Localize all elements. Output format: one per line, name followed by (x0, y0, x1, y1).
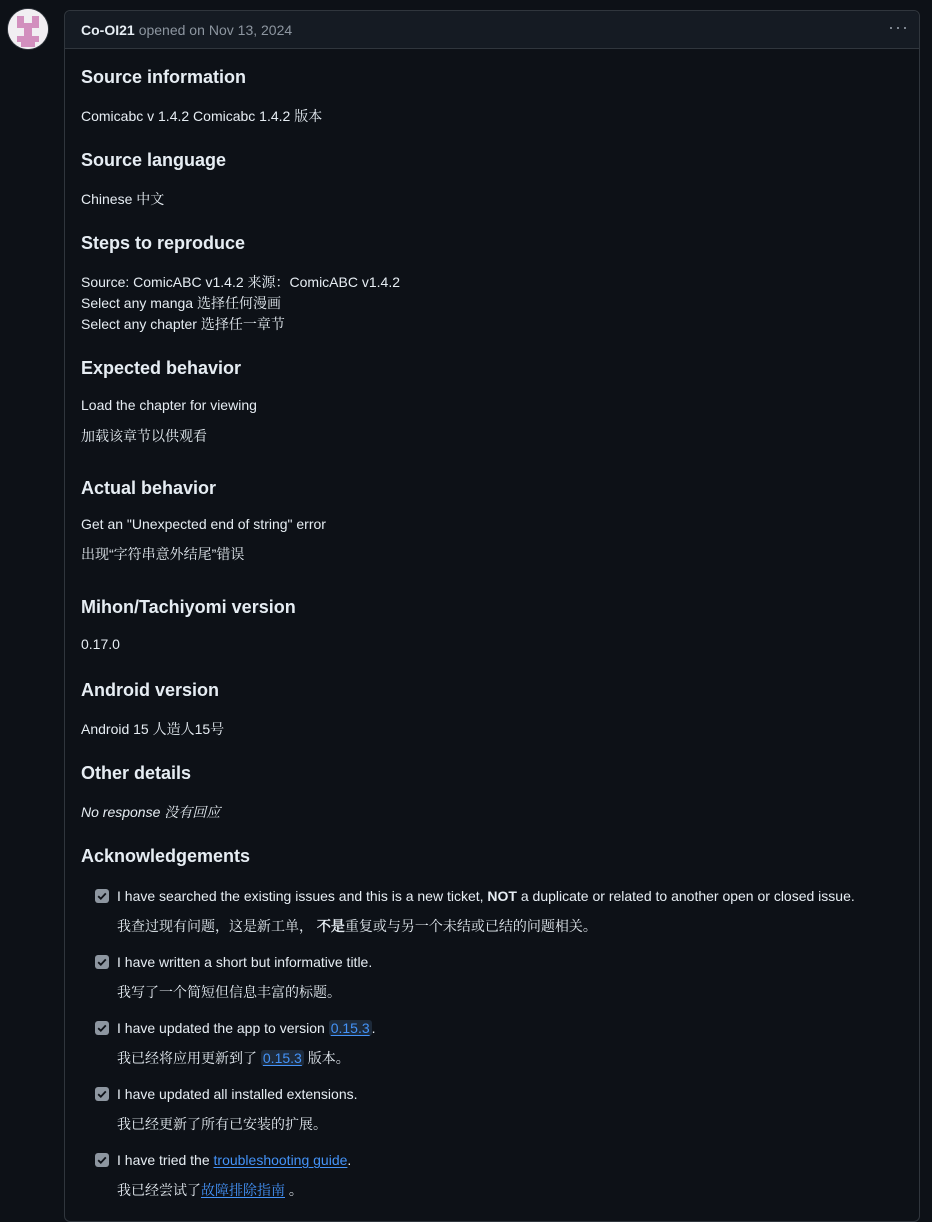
ack-item-2-zh: 我写了一个简短但信息丰富的标题。 (117, 984, 341, 1000)
troubleshooting-guide-link-zh[interactable]: 故障排除指南 (201, 1182, 285, 1198)
troubleshooting-guide-link[interactable]: troubleshooting guide (213, 1152, 348, 1168)
ack-item-5-en: I have tried the troubleshooting guide. (117, 1152, 352, 1168)
ack-item-4-en: I have updated all installed extensions. (117, 1086, 358, 1102)
comment-header (65, 11, 919, 49)
heading-expected-behavior: Expected behavior (81, 358, 242, 378)
expected-line-1: Load the chapter for viewing (81, 397, 257, 413)
ack-item-5-zh: 我已经尝试了故障排除指南 。 (117, 1182, 303, 1198)
heading-source-information: Source information (81, 67, 247, 87)
expected-line-2: 加载该章节以供观看 (81, 428, 207, 444)
source-information-text: Comicabc v 1.4.2 Comicabc 1.4.2 版本 (81, 108, 323, 124)
heading-source-language: Source language (81, 150, 227, 170)
ack-item-3-zh: 我已经将应用更新到了 0.15.3 版本。 (117, 1050, 350, 1066)
identicon-icon (8, 9, 48, 49)
heading-other-details: Other details (81, 763, 192, 783)
actual-line-2: 出现“字符串意外结尾”错误 (81, 546, 245, 562)
issue-comment-card (64, 10, 920, 1222)
opened-date[interactable]: Nov 13, 2024 (208, 21, 293, 38)
ack-item-3-en: I have updated the app to version 0.15.3 . (117, 1020, 376, 1036)
ack-item-2-en: I have written a short but informative title. (117, 954, 373, 970)
mihon-version-text: 0.17.0 (81, 636, 120, 652)
ack-item-1-en: I have searched the existing issues and this is a new ticket, NOT a duplicate or related to another open or closed issue. (117, 888, 855, 904)
opened-label: opened on (138, 21, 205, 38)
heading-android-version: Android version (81, 680, 220, 700)
kebab-horizontal-icon[interactable]: ··· (888, 17, 909, 37)
version-link[interactable]: 0.15.3 (330, 1020, 370, 1036)
heading-actual-behavior: Actual behavior (81, 478, 217, 498)
steps-line-2: Select any manga 选择任何漫画 (81, 295, 281, 311)
user-avatar[interactable] (8, 9, 48, 49)
other-details-text: No response 没有回应 (81, 804, 221, 820)
checkbox-checked[interactable] (95, 1021, 109, 1035)
heading-acknowledgements: Acknowledgements (81, 846, 251, 866)
checkbox-checked[interactable] (95, 1153, 109, 1167)
checkbox-checked[interactable] (95, 955, 109, 969)
android-version-text: Android 15 人造人15号 (81, 721, 225, 737)
actual-line-1: Get an "Unexpected end of string" error (81, 516, 326, 532)
heading-steps-to-reproduce: Steps to reproduce (81, 233, 246, 253)
check-icon (96, 956, 108, 968)
author-link[interactable]: Co-OI21 (81, 21, 135, 38)
checkbox-checked[interactable] (95, 889, 109, 903)
source-language-text: Chinese 中文 (81, 191, 165, 207)
version-link-zh[interactable]: 0.15.3 (262, 1050, 302, 1066)
ack-item-4-zh: 我已经更新了所有已安装的扩展。 (117, 1116, 327, 1132)
check-icon (96, 1022, 108, 1034)
check-icon (96, 1154, 108, 1166)
steps-line-3: Select any chapter 选择任一章节 (81, 316, 285, 332)
heading-mihon-version: Mihon/Tachiyomi version (81, 597, 296, 617)
check-icon (96, 890, 108, 902)
check-icon (96, 1088, 108, 1100)
checkbox-checked[interactable] (95, 1087, 109, 1101)
ack-item-1-zh: 我查过现有问题，这是新工单， 不是重复或与另一个未结或已结的问题相关。 (117, 918, 597, 934)
steps-line-1: Source: ComicABC v1.4.2 来源：ComicABC v1.4.2 (81, 274, 400, 290)
